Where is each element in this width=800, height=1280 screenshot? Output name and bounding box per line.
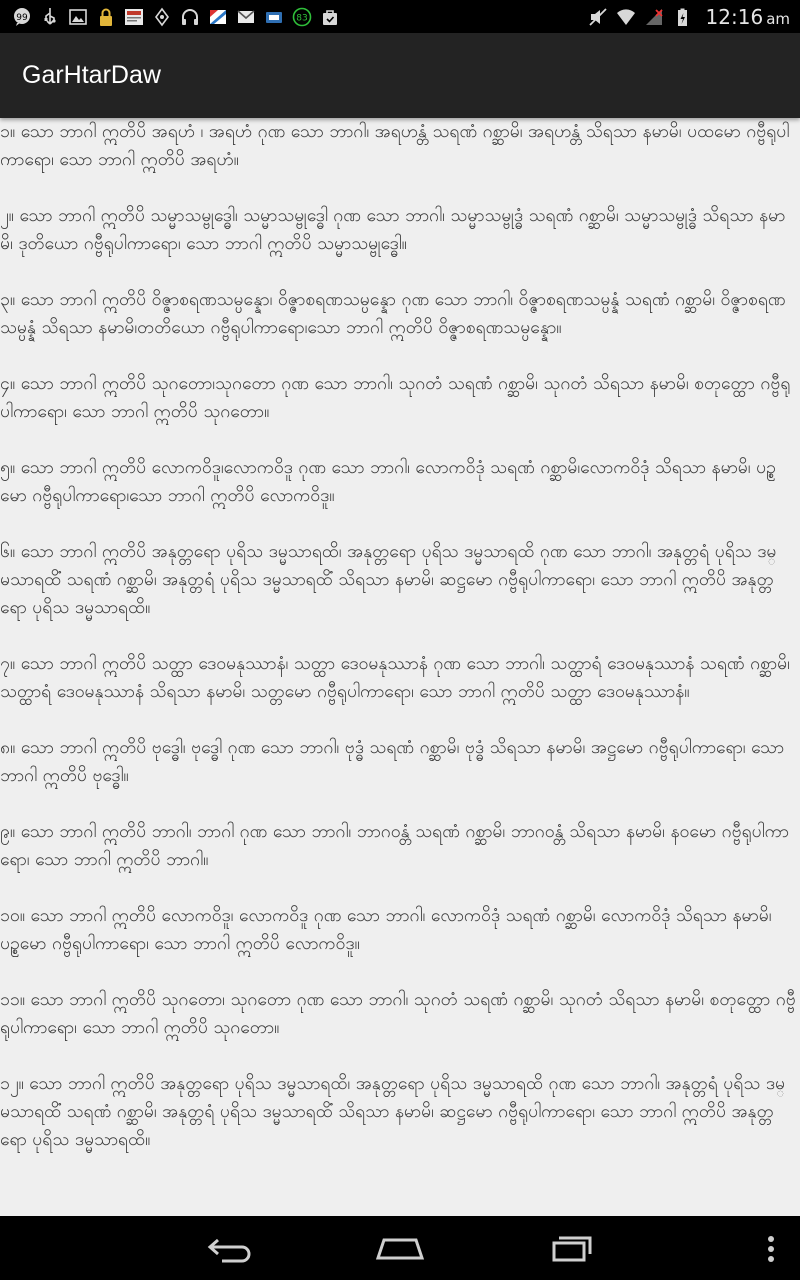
back-icon[interactable] — [200, 1230, 260, 1266]
navigation-bar — [0, 1216, 800, 1280]
verse-9: ၉။ သော ဘာဂါ ဣတိပိ ဘာဂါ၊ ဘာဂါ ဂုဏ သော ဘာဂါ၊ ဘာဂဝန္တံ သရဏံ ဂစ္ဆာမိ၊ ဘာဂဝန္တံ သိရသာ နမာမိ၊ နဝမော ဂဗ္ဗီရုပါကာရော၊ သော ဘာဂါ ဣတိပိ ဘာဂါ။ — [0, 822, 789, 870]
verse-3: ၃။ သော ဘာဂါ ဣတိပိ ဝိဇ္ဇာစရဏသမ္ပန္နော၊ ဝိဇ္ဇာစရဏသမ္ပန္နော ဂုဏ သော ဘာဂါ၊ ဝိဇ္ဇာစရဏသမ္ပန္နံ သရဏံ ဂစ္ဆာမိ၊ ဝိဇ္ဇာစရဏသမ္ပန္နံ သိရသာ နမာမိ၊တတိယော ဂဗ္ဗီရုပါကာရော၊သော ဘာဂါ ဣတိပိ ဝိဇ္ဇာစရဏသမ္ပန္နော။ — [0, 290, 786, 338]
usb-icon — [40, 7, 60, 27]
recent-apps-icon[interactable] — [540, 1230, 600, 1266]
verse-7: ၇။ သော ဘာဂါ ဣတိပိ သတ္ထာ ဒေဝမနုဿာနံ၊ သတ္ထာ ဒေဝမနုဿာနံ ဂုဏ သော ဘာဂါ၊ သတ္ထာရံ ဒေဝမနုဿာနံ သရဏံ ဂစ္ဆာမိ၊ သတ္ထာရံ ဒေဝမနုဿာနံ သိရသာ နမာမိ၊ သတ္တမော ဂဗ္ဗီရုပါကာရော၊ သော ဘာဂါ ဣတိပိ သတ္ထာ ဒေဝမနုဿာနံ။ — [0, 654, 790, 702]
news-icon — [124, 7, 144, 27]
verse-6: ၆။ သော ဘာဂါ ဣတိပိ အနုတ္တရော ပုရိသ ဒမ္မသာရထိ၊ အနုတ္တရော ပုရိသ ဒမ္မသာရထိ ဂုဏ သော ဘာဂါ၊ အနုတ္တရံ ပုရိသ ဒမ္မသာရထိံ သရဏံ ဂစ္ဆာမိ၊ အနုတ္တရံ ပုရိသ ဒမ္မသာရထိံ သိရသာ နမာမိ၊ ဆဋ္ဌမော ဂဗ္ဗီရုပါကာရော၊ သော ဘာဂါ ဣတိပိ အနုတ္တရော ပုရိသ ဒမ္မသာရထိ။ — [0, 542, 777, 618]
svg-text:99: 99 — [16, 12, 28, 23]
badge-83-icon — [292, 7, 312, 27]
verse-8: ၈။ သော ဘာဂါ ဣတိပိ ဗုဒ္ဓေါ၊ ဗုဒ္ဓေါ ဂုဏ သော ဘာဂါ၊ ဗုဒ္ဓံ သရဏံ ဂစ္ဆာမိ၊ ဗုဒ္ဓံ သိရသာ နမာမိ၊ အဋ္ဌမော ဂဗ္ဗီရုပါကာရော၊ သော ဘာဂါ ဣတိပိ ဗုဒ္ဓေါ။ — [0, 738, 785, 786]
verse-12: ၁၂။ သော ဘာဂါ ဣတိပိ အနုတ္တရော ပုရိသ ဒမ္မသာရထိ၊ အနုတ္တရော ပုရိသ ဒမ္မသာရထိ ဂုဏ သော ဘာဂါ၊ အနုတ္တရံ ပုရိသ ဒမ္မသာရထိံ သရဏံ ဂစ္ဆာမိ၊ အနုတ္တရံ ပုရိသ ဒမ္မသာရထိံ သိရသာ နမာမိ၊ ဆဋ္ဌမော ဂဗ္ဗီရုပါကာရော၊ သော ဘာဂါ ဣတိပိ အနုတ္တရော ပုရိသ ဒမ္မသာရထိ။ — [0, 1074, 785, 1150]
verse-10: ၁၀။ သော ဘာဂါ ဣတိပိ လောကဝိဒူ၊ လောကဝိဒူ ဂုဏ သော ဘာဂါ၊ လောကဝိဒုံ သရဏံ ဂစ္ဆာမိ၊ လောကဝိဒုံ သိရသာ နမာမိ၊ ပဉ္စမော ဂဗ္ဗီရုပါကာရော၊ သော ဘာဂါ ဣတိပိ လောကဝိဒူ။ — [0, 906, 772, 954]
status-bar — [0, 0, 800, 33]
overflow-menu-icon[interactable] — [766, 1234, 776, 1264]
flag-icon — [208, 7, 228, 27]
lock-icon — [96, 7, 116, 27]
bag-icon — [320, 7, 340, 27]
wallet-icon — [264, 7, 284, 27]
battery-icon — [672, 7, 692, 27]
wifi-icon — [616, 7, 636, 27]
text-content[interactable] — [0, 118, 800, 1216]
svg-text:83: 83 — [296, 13, 308, 23]
headphones-icon — [180, 7, 200, 27]
sync-icon — [152, 7, 172, 27]
verse-11: ၁၁။ သော ဘာဂါ ဣတိပိ သုဂတော၊ သုဂတော ဂုဏ သော ဘာဂါ၊ သုဂတံ သရဏံ ဂစ္ဆာမိ၊ သုဂတံ သိရသာ နမာမိ၊ စတုတ္ထော ဂဗ္ဗီရုပါကာရော၊ သော ဘာဂါ ဣတိပိ သုဂတော။ — [0, 990, 796, 1038]
verse-2: ၂။ သော ဘာဂါ ဣတိပိ သမ္မာသမ္ဗုဒ္ဓေါ၊ သမ္မာသမ္ဗုဒ္ဓေါ ဂုဏ သော ဘာဂါ၊ သမ္မာသမ္ဗုဒ္ဓံ သရဏံ ဂစ္ဆာမိ၊ သမ္မာသမ္ဗုဒ္ဓံ သိရသာ နမာမိ၊ ဒုတိယော ဂဗ္ဗီရုပါကာရော၊ သော ဘာဂါ ဣတိပိ သမ္မာသမ္ဗုဒ္ဓေါ။ — [0, 206, 786, 254]
verse-5: ၅။ သော ဘာဂါ ဣတိပိ လောကဝိဒူ၊လောကဝိဒူ ဂုဏ သော ဘာဂါ၊ လောကဝိဒုံ သရဏံ ဂစ္ဆာမိ၊လောကဝိဒုံ သိရသာ နမာမိ၊ ပဉ္စမော ဂဗ္ဗီရုပါကာရော၊သော ဘာဂါ ဣတိပိ လောကဝိဒူ။ — [0, 458, 776, 506]
home-icon[interactable] — [370, 1230, 430, 1266]
chat-icon — [12, 7, 32, 27]
mute-icon — [588, 7, 608, 27]
notification-icons — [0, 7, 588, 27]
clock: 12:16 am — [705, 4, 790, 29]
verse-1: ၁။ သော ဘာဂါ ဣတိပိ အရဟံ ၊ အရဟံ ဂုဏ သော ဘာဂါ၊ အရဟန္တံ သရဏံ ဂစ္ဆာမိ၊ အရဟန္တံ သိရသာ နမာမိ၊ ပထမော ဂဗ္ဗီရုပါကာရော၊ သော ဘာဂါ ဣတိပိ အရဟံ။ — [0, 122, 790, 170]
app-title: GarHtarDaw — [22, 61, 161, 89]
gmail-icon — [236, 7, 256, 27]
action-bar — [0, 33, 800, 118]
signal-icon — [644, 7, 664, 27]
system-status — [588, 5, 800, 29]
image-icon — [68, 7, 88, 27]
verse-4: ၄။ သော ဘာဂါ ဣတိပိ သုဂတော၊သုဂတော ဂုဏ သော ဘာဂါ၊ သုဂတံ သရဏံ ဂစ္ဆာမိ၊ သုဂတံ သိရသာ နမာမိ၊ စတုတ္ထော ဂဗ္ဗီရုပါကာရော၊ သော ဘာဂါ ဣတိပိ သုဂတော။ — [0, 374, 791, 422]
